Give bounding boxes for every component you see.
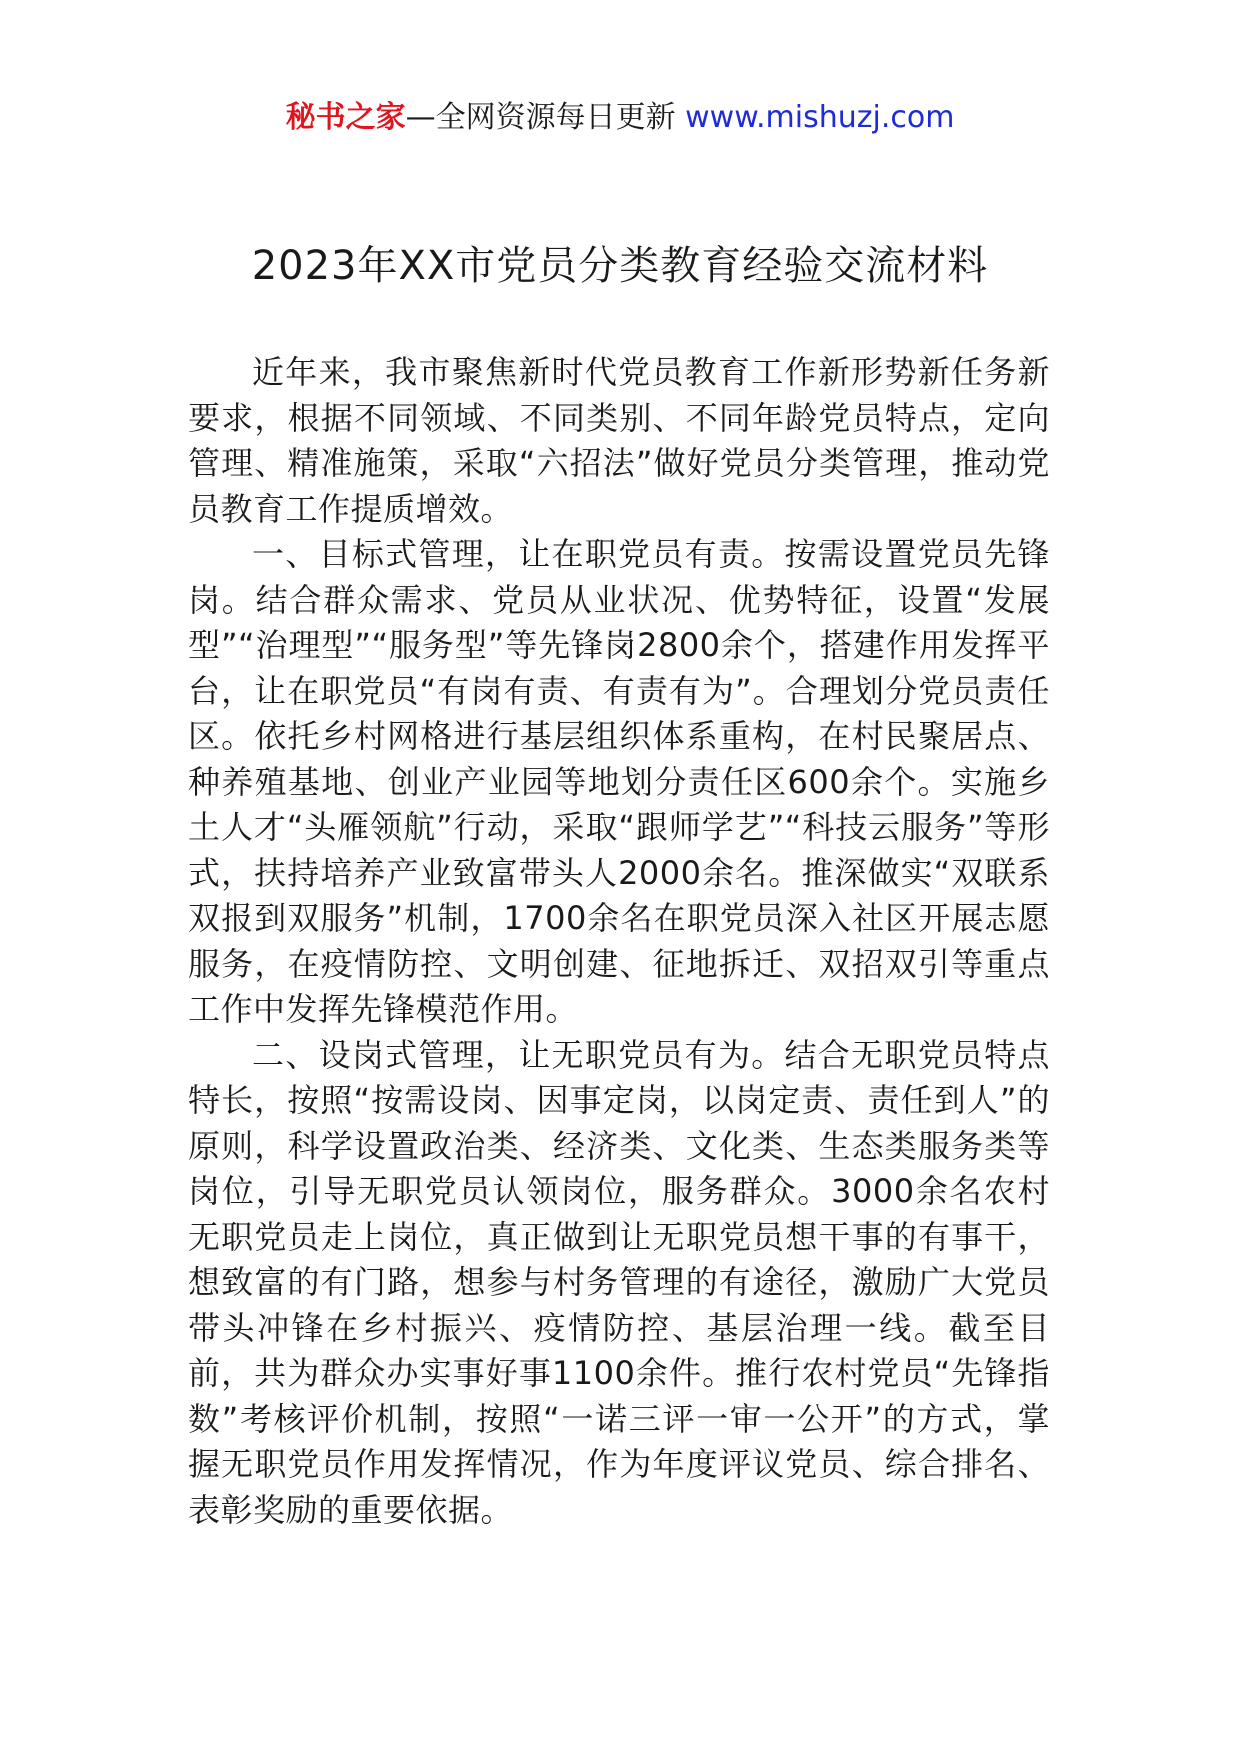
document-body bbox=[188, 350, 1050, 1533]
page-header bbox=[0, 98, 1240, 138]
paragraph-section-1: 一、目标式管理，让在职党员有责。按需设置党员先锋岗。结合群众需求、党员从业状况、优势特征，设置“发展型”“治理型”“服务型”等先锋岗2800余个，搭建作用发挥平台，让在职党员“有岗有责、有责有为”。合理划分党员责任区。依托乡村网格进行基层组织体系重构，在村民聚居点、种养殖基地、创业产业园等地划分责任区600余个。实施乡土人才“头雁领航”行动，采取“跟师学艺”“科技云服务”等形式，扶持培养产业致富带头人2000余名。推深做实“双联系双报到双服务”机制，1700余名在职党员深入社区开展志愿服务，在疫情防控、文明创建、征地拆迁、双招双引等重点工作中发挥先锋模范作用。 bbox=[188, 535, 1050, 1028]
site-link[interactable]: www.mishuzj.com bbox=[685, 100, 955, 135]
paragraph-intro: 近年来，我市聚焦新时代党员教育工作新形势新任务新要求，根据不同领域、不同类别、不同年龄党员特点，定向管理、精准施策，采取“六招法”做好党员分类管理，推动党员教育工作提质增效。 bbox=[188, 353, 1050, 528]
paragraph-section-2: 二、设岗式管理，让无职党员有为。结合无职党员特点特长，按照“按需设岗、因事定岗，以岗定责、责任到人”的原则，科学设置政治类、经济类、文化类、生态类服务类等岗位，引导无职党员认领岗位，服务群众。3000余名农村无职党员走上岗位，真正做到让无职党员想干事的有事干，想致富的有门路，想参与村务管理的有途径，激励广大党员带头冲锋在乡村振兴、疫情防控、基层治理一线。截至目前，共为群众办实事好事1100余件。推行农村党员“先锋指数”考核评价机制，按照“一诺三评一审一公开”的方式，掌握无职党员作用发挥情况，作为年度评议党员、综合排名、表彰奖励的重要依据。 bbox=[188, 1035, 1050, 1529]
document-title: 2023年XX市党员分类教育经验交流材料 bbox=[251, 243, 989, 289]
header-tagline: —全网资源每日更新 bbox=[405, 100, 676, 135]
brand-name: 秘书之家 bbox=[285, 100, 406, 135]
